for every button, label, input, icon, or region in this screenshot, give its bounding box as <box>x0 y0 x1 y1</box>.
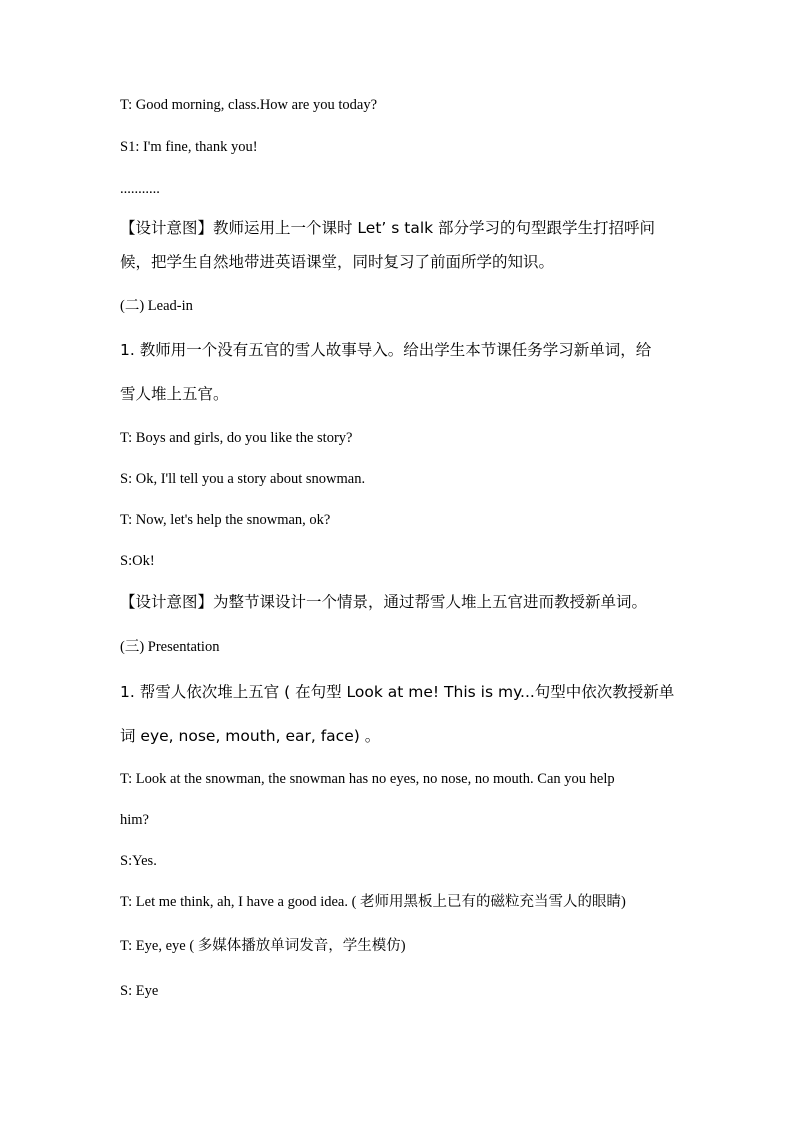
ellipsis-line: ........... <box>120 181 160 197</box>
dialogue-line-student-reply: S1: I'm fine, thank you! <box>120 139 258 155</box>
presentation-step-1: 1. 帮雪人依次堆上五官 ( 在句型 Look at me! This is my...句型中依次教授新单 <box>120 683 675 701</box>
section-heading-presentation: (三) Presentation <box>120 639 220 655</box>
presentation-step-1-cont: 词 eye, nose, mouth, ear, face) 。 <box>120 727 381 745</box>
section-heading-lead-in: (二) Lead-in <box>120 298 193 314</box>
dialogue-line-teacher-snowman: T: Look at the snowman, the snowman has no eyes, no nose, no mouth. Can you help <box>120 771 615 787</box>
dialogue-line-teacher-eye: T: Eye, eye ( 多媒体播放单词发音，学生模仿) <box>120 938 406 954</box>
lead-in-step-1: 1. 教师用一个没有五官的雪人故事导入。给出学生本节课任务学习新单词，给 <box>120 341 652 359</box>
dialogue-line-student-ok: S:Ok! <box>120 553 155 569</box>
lead-in-step-1-cont: 雪人堆上五官。 <box>120 385 229 403</box>
dialogue-line-student-story: S: Ok, I'll tell you a story about snowman. <box>120 471 366 487</box>
dialogue-line-student-eye: S: Eye <box>120 983 159 999</box>
design-intent-paragraph-1: 【设计意图】教师运用上一个课时 Let’ s talk 部分学习的句型跟学生打招呼问 <box>120 219 656 237</box>
dialogue-line-student-yes: S:Yes. <box>120 853 157 869</box>
design-intent-paragraph-1-cont: 候，把学生自然地带进英语课堂，同时复习了前面所学的知识。 <box>120 253 555 271</box>
dialogue-line-teacher-snowman-cont: him? <box>120 812 149 828</box>
dialogue-line-teacher-greeting: T: Good morning, class.How are you today? <box>120 97 377 113</box>
dialogue-line-teacher-idea: T: Let me think, ah, I have a good idea. ( 老师用黑板上已有的磁粒充当雪人的眼睛) <box>120 894 626 910</box>
dialogue-line-teacher-story: T: Boys and girls, do you like the story? <box>120 430 353 446</box>
design-intent-paragraph-2: 【设计意图】为整节课设计一个情景，通过帮雪人堆上五官进而教授新单词。 <box>120 593 648 611</box>
dialogue-line-teacher-help: T: Now, let's help the snowman, ok? <box>120 512 331 528</box>
